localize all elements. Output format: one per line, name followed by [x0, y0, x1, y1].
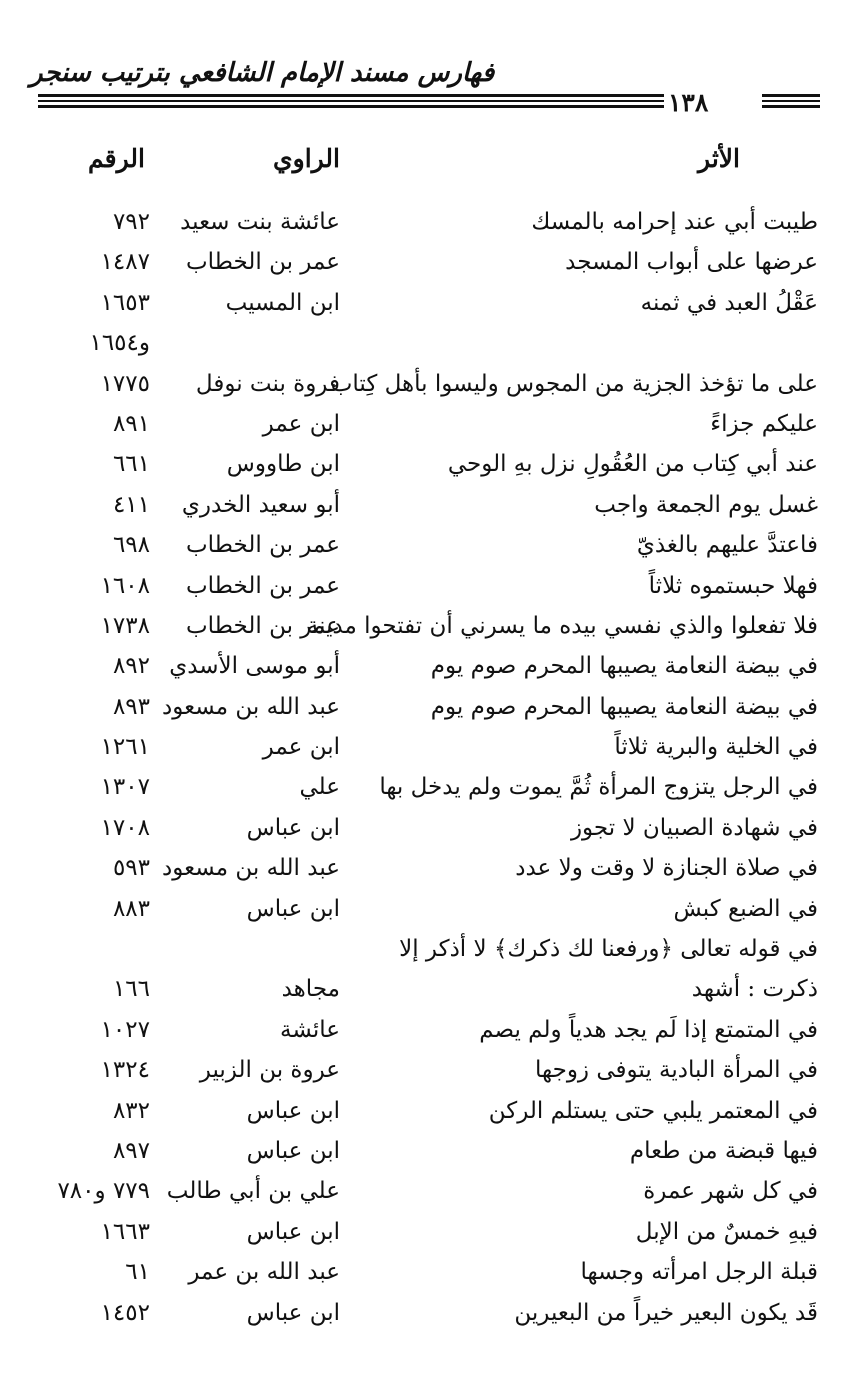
cell-athar: عرضها على أبواب المسجد	[565, 249, 818, 276]
cell-athar: طيبت أبي عند إحرامه بالمسك	[531, 209, 818, 235]
cell-athar: في الخلية والبرية ثلاثاً	[614, 734, 818, 761]
cell-athar: قبلة الرجل امرأته وجسها	[580, 1259, 818, 1286]
cell-athar: عَقْلُ العبد في ثمنه	[640, 289, 818, 316]
cell-rawi: علي بن أبي طالب	[166, 1178, 340, 1205]
cell-rawi: ابن المسيب	[225, 289, 340, 316]
table-row	[0, 848, 850, 888]
cell-athar: في بيضة النعامة يصيبها المحرم صوم يوم	[430, 653, 818, 680]
cell-athar: عند أبي كِتاب من العُقُولِ نزل بهِ الوحي	[447, 451, 818, 478]
cell-rawi: ابن عباس	[246, 1299, 340, 1326]
cell-athar: فلا تفعلوا والذي نفسي بيده ما يسرني أن تفتحوا مدينة	[306, 612, 818, 639]
cell-raqm: ٦٦١	[112, 451, 150, 478]
table-row	[0, 808, 850, 848]
table-row	[0, 929, 850, 969]
cell-athar: على ما تؤخذ الجزية من المجوس وليسوا بأهل كِتاب	[330, 370, 818, 397]
cell-rawi: ابن عباس	[246, 1218, 340, 1245]
table-row	[0, 1252, 850, 1292]
table-row	[0, 485, 850, 525]
index-table	[0, 202, 850, 1333]
table-row	[0, 767, 850, 807]
column-header-rawi: الراوي	[273, 144, 340, 173]
table-row	[0, 242, 850, 282]
cell-raqm: ٧٩٢	[112, 209, 150, 235]
cell-raqm: ٥٩٣	[112, 855, 150, 882]
cell-rawi: عمر بن الخطاب	[185, 612, 340, 639]
cell-rawi: عمر بن الخطاب	[185, 572, 340, 599]
table-row	[0, 1171, 850, 1211]
page-number: ١٣٨	[668, 88, 709, 117]
cell-rawi: ابن عباس	[246, 814, 340, 841]
cell-athar: في الضبع كبش	[673, 895, 818, 922]
cell-athar: ذكرت : أشهد	[691, 976, 818, 1003]
cell-raqm: ١٣٢٤	[100, 1057, 150, 1084]
cell-rawi: عبد الله بن مسعود	[162, 693, 340, 720]
table-row	[0, 1050, 850, 1090]
cell-raqm: ١٣٠٧	[100, 774, 150, 801]
header-rule-right	[762, 94, 820, 108]
table-row	[0, 969, 850, 1009]
cell-raqm: ٨٩٣	[112, 693, 150, 720]
cell-rawi: عروة بن الزبير	[199, 1057, 340, 1084]
cell-rawi: أبو سعيد الخدري	[181, 491, 340, 518]
cell-raqm: ٨٨٣	[112, 895, 150, 922]
cell-rawi: عائشة	[280, 1016, 340, 1043]
cell-raqm: ١٠٢٧	[100, 1016, 150, 1043]
cell-raqm: ٤١١	[112, 491, 150, 518]
cell-raqm: ٧٧٩ و٧٨٠	[57, 1178, 150, 1205]
cell-raqm: ٨٣٢	[112, 1097, 150, 1124]
cell-raqm: ١٦٦٣	[100, 1218, 150, 1245]
cell-raqm: ١٧٠٨	[100, 814, 150, 841]
cell-athar: في المتمتع إذا لَم يجد هدياً ولم يصم	[479, 1016, 818, 1043]
table-row	[0, 646, 850, 686]
cell-athar: في كل شهر عمرة	[643, 1178, 818, 1205]
cell-athar: في بيضة النعامة يصيبها المحرم صوم يوم	[430, 693, 818, 720]
cell-raqm: ٨٩١	[112, 410, 150, 437]
table-row	[0, 202, 850, 242]
cell-rawi: ابن عمر	[262, 410, 340, 437]
table-row	[0, 283, 850, 323]
cell-raqm: ١٦٦	[112, 976, 150, 1003]
table-row	[0, 1212, 850, 1252]
cell-athar: عليكم جزاءً	[710, 410, 818, 437]
cell-athar: في شهادة الصبيان لا تجوز	[570, 814, 818, 841]
table-row	[0, 525, 850, 565]
cell-rawi: فروة بنت نوفل	[195, 370, 340, 397]
cell-rawi: ابن عباس	[246, 1097, 340, 1124]
cell-raqm: ١٧٣٨	[100, 612, 150, 639]
cell-rawi: عمر بن الخطاب	[185, 249, 340, 276]
column-header-athar: الأثر	[698, 144, 740, 173]
cell-athar: في قوله تعالى ﴿ورفعنا لك ذكرك﴾ لا أذكر إلا	[399, 936, 818, 963]
cell-rawi: أبو موسى الأسدي	[169, 653, 340, 680]
cell-athar: في المرأة البادية يتوفى زوجها	[535, 1057, 818, 1084]
cell-raqm: ١٢٦١	[100, 734, 150, 761]
cell-athar: فاعتدَّ عليهم بالغذيّ	[636, 532, 818, 559]
table-row	[0, 566, 850, 606]
table-row	[0, 1091, 850, 1131]
cell-athar: فيهِ خمسٌ من الإبل	[635, 1218, 818, 1245]
cell-rawi: عبد الله بن مسعود	[162, 855, 340, 882]
cell-rawi: مجاهد	[281, 976, 340, 1003]
column-header-raqm: الرقم	[88, 144, 145, 173]
cell-rawi: علي	[299, 774, 340, 801]
cell-rawi: عائشة بنت سعيد	[180, 209, 340, 235]
table-row	[0, 1010, 850, 1050]
table-row	[0, 444, 850, 484]
cell-athar: في صلاة الجنازة لا وقت ولا عدد	[515, 855, 818, 882]
cell-athar: قَد يكون البعير خيراً من البعيرين	[514, 1299, 818, 1326]
cell-athar: فيها قبضة من طعام	[629, 1137, 818, 1164]
cell-athar: في الرجل يتزوج المرأة ثُمَّ يموت ولم يدخل بها	[379, 774, 818, 801]
cell-raqm: و١٦٥٤	[89, 330, 150, 357]
table-row	[0, 889, 850, 929]
table-row	[0, 404, 850, 444]
table-row	[0, 727, 850, 767]
running-title: فهارس مسند الإمام الشافعي بترتيب سنجر	[30, 58, 495, 88]
cell-rawi: ابن عباس	[246, 1137, 340, 1164]
table-row	[0, 606, 850, 646]
table-row	[0, 1293, 850, 1333]
cell-raqm: ٨٩٢	[112, 653, 150, 680]
header-rule-left	[38, 94, 664, 108]
cell-rawi: ابن عباس	[246, 895, 340, 922]
table-row	[0, 687, 850, 727]
table-row	[0, 364, 850, 404]
cell-raqm: ١٦٥٣	[100, 289, 150, 316]
table-row	[0, 1131, 850, 1171]
cell-athar: غسل يوم الجمعة واجب	[594, 491, 818, 518]
cell-raqm: ٦١	[125, 1259, 150, 1286]
cell-rawi: ابن عمر	[262, 734, 340, 761]
table-row	[0, 323, 850, 363]
cell-raqm: ١٤٥٢	[100, 1299, 150, 1326]
cell-raqm: ٨٩٧	[112, 1137, 150, 1164]
cell-athar: في المعتمر يلبي حتى يستلم الركن	[488, 1097, 818, 1124]
cell-raqm: ٦٩٨	[112, 532, 150, 559]
cell-athar: فهلا حبستموه ثلاثاً	[648, 572, 818, 599]
cell-rawi: عمر بن الخطاب	[185, 532, 340, 559]
cell-raqm: ١٤٨٧	[100, 249, 150, 276]
cell-raqm: ١٧٧٥	[100, 370, 150, 397]
cell-rawi: عبد الله بن عمر	[188, 1259, 340, 1286]
cell-raqm: ١٦٠٨	[100, 572, 150, 599]
cell-rawi: ابن طاووس	[226, 451, 340, 478]
